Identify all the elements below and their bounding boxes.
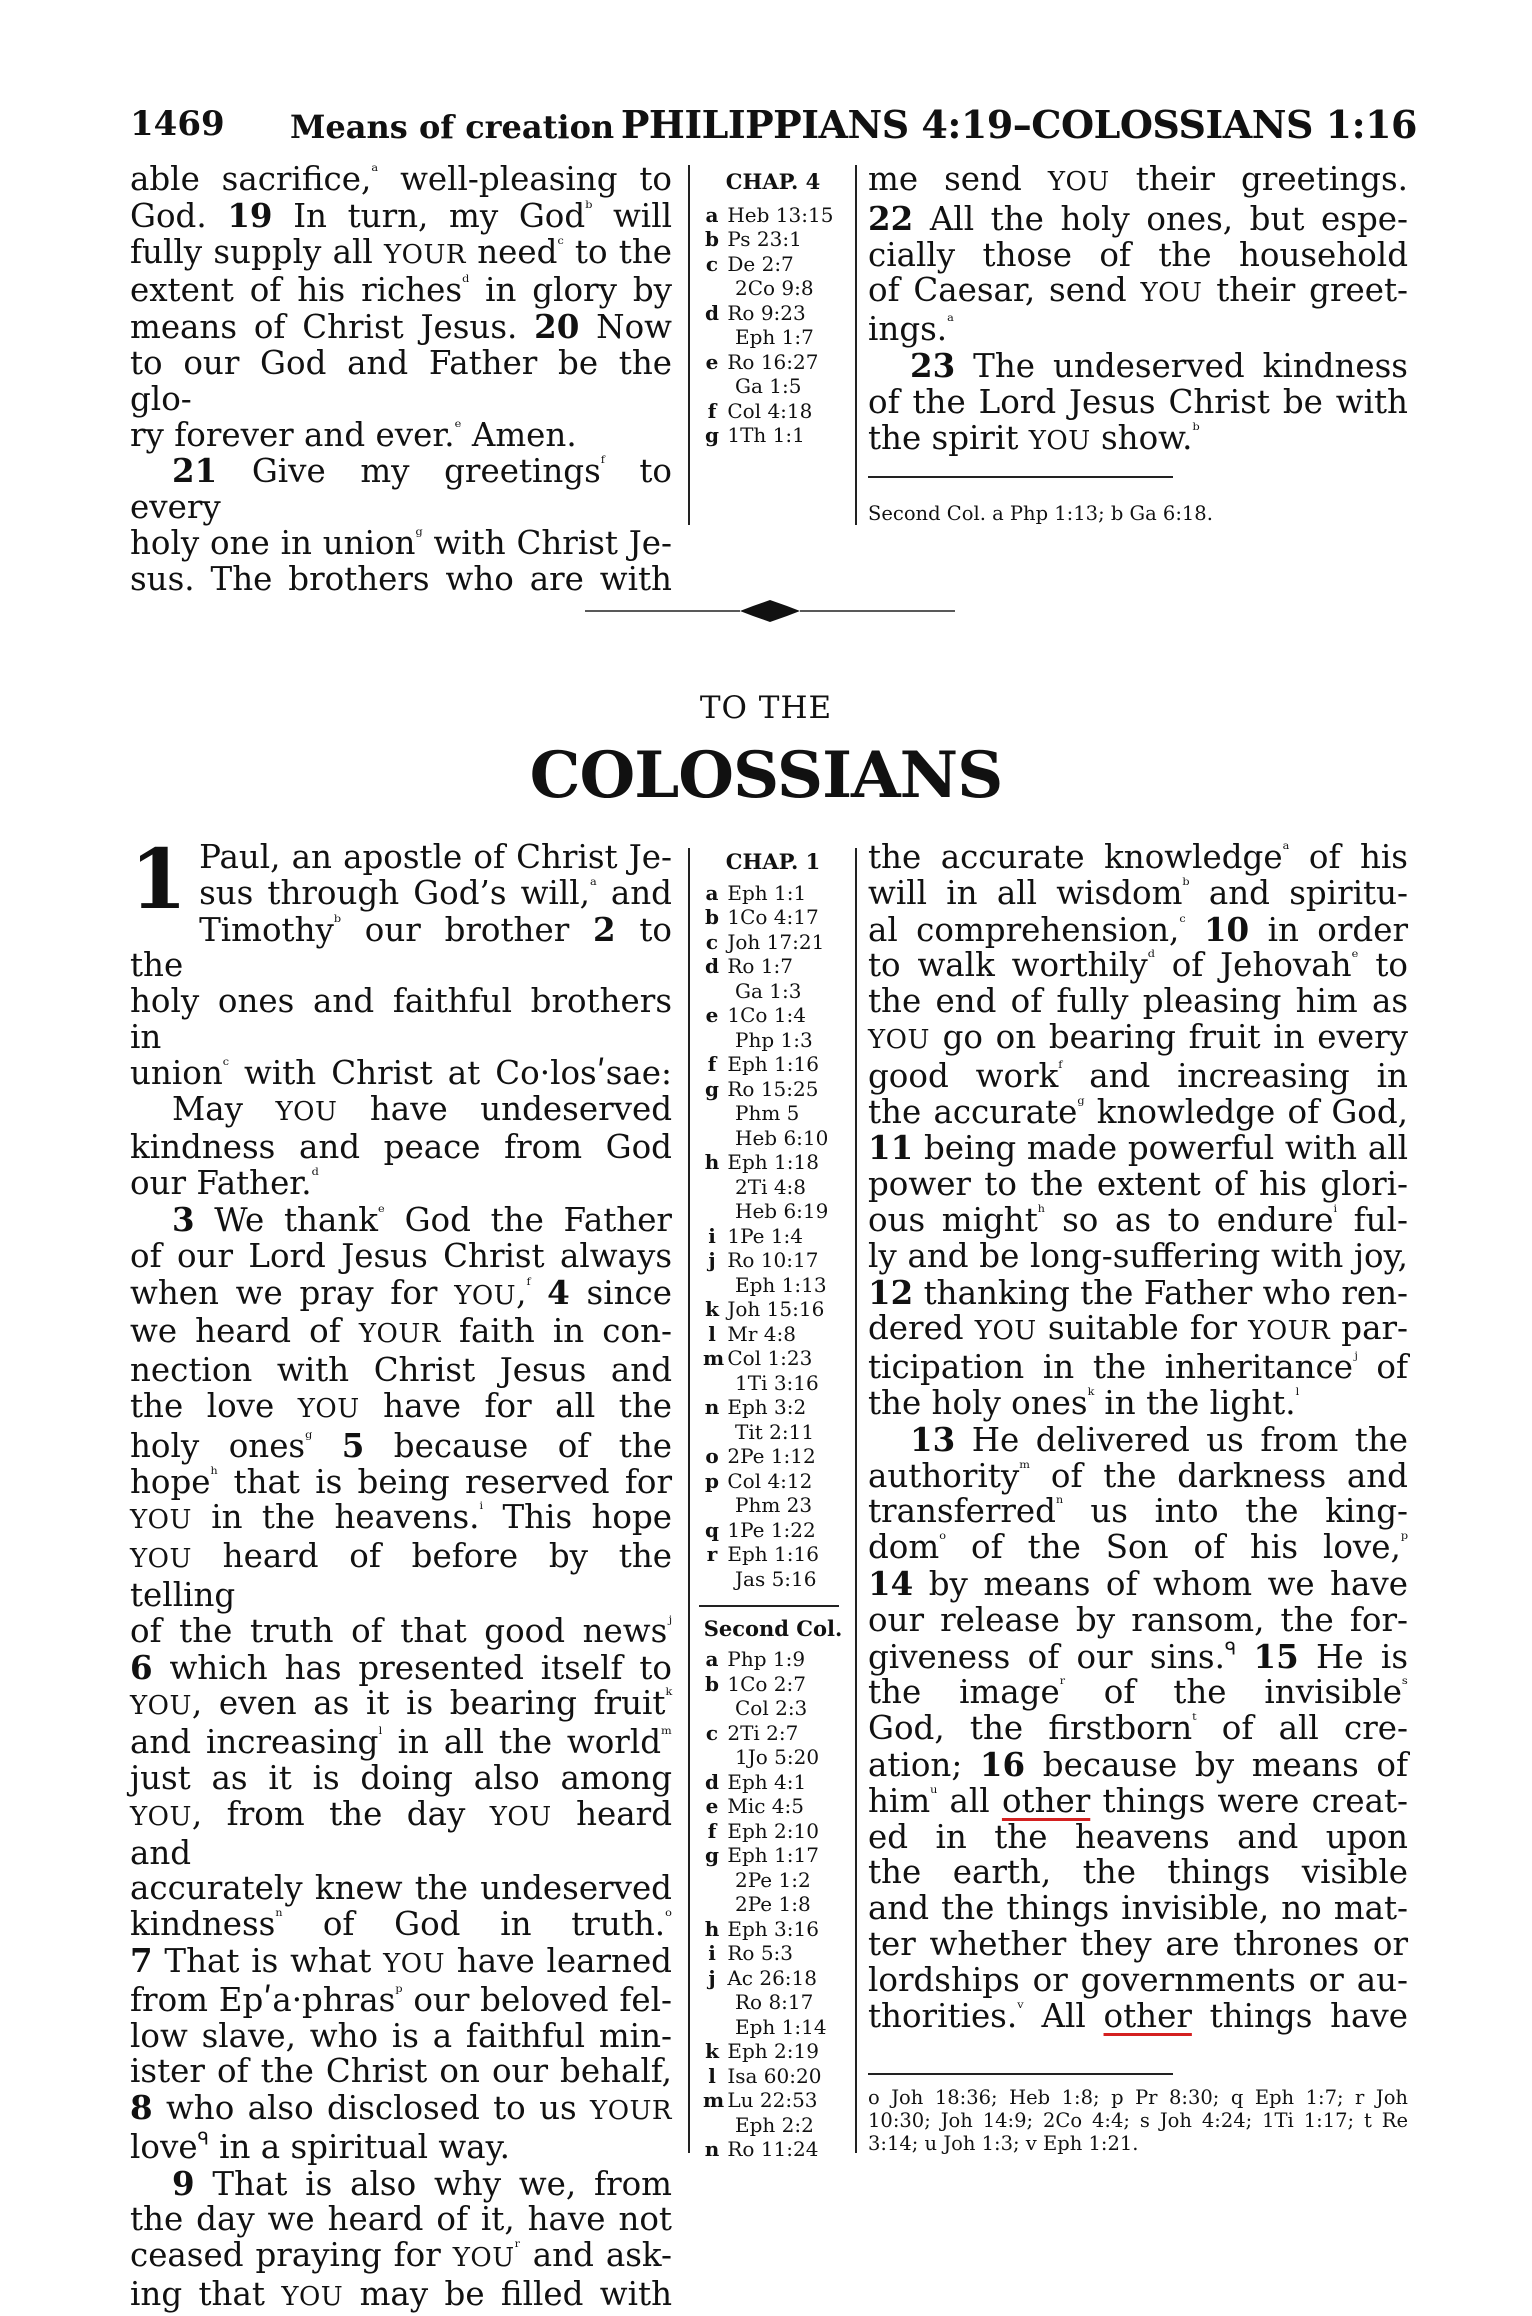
reference-letter: k <box>705 1297 719 1321</box>
text-line: union$^ᶜ$ with Christ at Co·losʹsae: <box>130 1053 672 1092</box>
reference-entry <box>703 1150 843 1175</box>
text-line: the day we heard of it, have not <box>130 2200 672 2239</box>
text-line: of the truth of that good news$^ʲ$ <box>130 1611 672 1650</box>
chapter-label: CHAP. 4 <box>725 169 821 194</box>
reference-entry <box>703 399 843 424</box>
reference-letter: d <box>705 300 719 325</box>
text-line: the accurate knowledge$^ᵃ$ of his <box>868 838 1408 876</box>
reference-text: Phm 5 <box>735 1101 800 1125</box>
reference-text: Ro 1:7 <box>727 954 794 978</box>
reference-entry <box>703 1941 843 1966</box>
reference-entry <box>703 252 843 277</box>
reference-text: Eph 4:1 <box>727 1769 807 1794</box>
reference-letter: m <box>703 2088 725 2112</box>
reference-text: Col 4:18 <box>727 398 813 423</box>
text-line: al comprehension,$^ᶜ$ 10 in order <box>868 909 1408 949</box>
second-col-label: Second Col. <box>703 1615 843 1641</box>
reference-entry <box>703 1395 843 1420</box>
reference-letter: f <box>707 398 717 423</box>
reference-letter: i <box>708 1223 716 1248</box>
footnote-rule <box>868 2073 1173 2075</box>
reference-letter: j <box>708 1248 716 1272</box>
reference-text: Ro 16:27 <box>727 349 819 374</box>
main-left-column <box>130 832 673 2316</box>
text-line: ation; 16 because by means of <box>868 1744 1408 1784</box>
text-line: ry forever and ever.$^ᵉ$ Amen. <box>130 415 577 454</box>
reference-rule <box>699 1605 839 1607</box>
reference-text: Ac 26:18 <box>727 1965 817 1990</box>
text-line: of our Lord Jesus Christ always <box>130 1236 672 1275</box>
text-line: the end of fully pleasing him as <box>868 982 1408 1021</box>
reference-entry <box>703 1273 843 1298</box>
reference-letter: n <box>704 2137 720 2161</box>
footnote-rule <box>868 476 1173 478</box>
reference-entry <box>703 1794 843 1819</box>
text-line: the holy ones$^ᵏ$ in the light.$^ˡ$ <box>868 1383 1300 1422</box>
reference-letter: m <box>703 1346 725 1370</box>
text-line: 13 He delivered us from the <box>910 1419 1408 1459</box>
text-line: power to the extent of his glori- <box>868 1165 1408 1204</box>
reference-entry <box>703 1770 843 1795</box>
text-line: YOU heard of before by the telling <box>130 1537 672 1614</box>
main-right-column <box>868 840 1408 2034</box>
text-line: our release by ransom, the for- <box>868 1600 1408 1639</box>
reference-entry <box>703 1966 843 1991</box>
reference-text: 2Pe 1:12 <box>727 1444 816 1468</box>
reference-entry <box>703 2088 843 2113</box>
reference-letter: n <box>704 1395 720 1419</box>
reference-letter: e <box>705 1794 719 1818</box>
reference-text: Eph 1:1 <box>727 880 807 905</box>
reference-text: Eph 2:10 <box>727 1818 819 1843</box>
text-line: good work$^ᶠ$ and increasing in <box>868 1056 1408 1095</box>
reference-entry <box>703 881 843 906</box>
reference-entry <box>703 301 843 326</box>
reference-entry <box>703 1696 843 1721</box>
text-line: thorities.$^ᵛ$ All other things have <box>868 1996 1408 2035</box>
text-line: fully supply all YOUR need$^ᶜ$ to the <box>130 232 672 271</box>
reference-entry <box>703 930 843 955</box>
book-title: COLOSSIANS <box>529 738 1003 813</box>
reference-entry <box>703 1567 843 1592</box>
text-line: dered YOU suitable for YOUR par- <box>868 1309 1408 1348</box>
text-line: transferred$^{^n}$ us into the king- <box>868 1492 1408 1531</box>
reference-entry <box>703 954 843 979</box>
reference-text: Ro 9:23 <box>727 300 806 325</box>
text-line: just as it is doing also among <box>130 1758 672 1797</box>
reference-text: 1Pe 1:4 <box>727 1223 804 1248</box>
text-line: ing that YOU may be filled with <box>130 2275 672 2314</box>
text-line: ter whether they are thrones or <box>868 1924 1408 1963</box>
reference-text: 1Th 1:1 <box>727 423 805 447</box>
text-line: God. 19 In turn, my God$^ᵇ$ will <box>130 195 672 235</box>
text-line: the earth, the things visible <box>868 1853 1408 1892</box>
chapter-label: CHAP. 1 <box>725 849 821 874</box>
reference-text: 1Co 4:17 <box>727 905 819 929</box>
reference-entry <box>703 1175 843 1200</box>
text-line: nection with Christ Jesus and <box>130 1351 672 1390</box>
reference-entry <box>703 1647 843 1672</box>
reference-text: Joh 17:21 <box>727 929 825 954</box>
text-line: 22 All the holy ones, but espe- <box>868 198 1408 238</box>
reference-entry <box>703 1493 843 1518</box>
text-line: kindness and peace from God <box>130 1128 672 1167</box>
reference-letter: p <box>705 1468 719 1493</box>
reference-letter: c <box>705 929 719 954</box>
reference-entry <box>703 1518 843 1543</box>
reference-text: Mr 4:8 <box>727 1321 796 1346</box>
reference-entry <box>703 1346 843 1371</box>
reference-letter: l <box>708 1321 716 1346</box>
text-line: when we pray for YOU,$^ᶠ$ 4 since <box>130 1272 672 1312</box>
reference-entry <box>703 1224 843 1249</box>
reference-entry <box>703 1052 843 1077</box>
text-line: ister of the Christ on our behalf, <box>130 2052 672 2091</box>
reference-entry <box>703 1444 843 1469</box>
text-line: holy one in union$^ᵍ$ with Christ Je- <box>130 523 672 562</box>
reference-entry <box>703 1819 843 1844</box>
reference-text: 2Ti 4:8 <box>735 1174 807 1199</box>
reference-entry <box>703 325 843 350</box>
top-right-column <box>868 162 1408 459</box>
reference-entry <box>703 1542 843 1567</box>
reference-letter: d <box>705 1769 719 1794</box>
reference-entry <box>703 905 843 930</box>
reference-text: Ro 11:24 <box>727 2137 819 2161</box>
reference-entry <box>703 1843 843 1868</box>
reference-text: Tit 2:11 <box>735 1419 815 1444</box>
reference-entry <box>703 1420 843 1445</box>
reference-letter: l <box>708 2063 716 2088</box>
reference-text: Eph 1:16 <box>727 1052 819 1076</box>
reference-text: Jas 5:16 <box>735 1566 817 1591</box>
text-line: of Caesar, send YOU their greet- <box>868 271 1408 310</box>
reference-entry <box>703 1101 843 1126</box>
reference-entry <box>703 1199 843 1224</box>
text-line: lordships or governments or au- <box>868 1960 1408 1999</box>
reference-text: Ro 5:3 <box>727 1941 794 1965</box>
text-line: 7 That is what YOU have learned <box>130 1940 672 1980</box>
text-line: God, the firstborn$^ᵗ$ of all cre- <box>868 1709 1408 1748</box>
reference-text: Eph 1:7 <box>735 325 814 349</box>
reference-letter: h <box>704 1150 720 1174</box>
reference-text: Eph 3:16 <box>727 1916 819 1941</box>
reference-entry <box>703 1745 843 1770</box>
text-line: 12 thanking the Father who ren- <box>868 1272 1408 1312</box>
reference-entry <box>703 1003 843 1028</box>
top-left-column <box>130 162 672 598</box>
text-line: ings.$^ᵃ$ <box>868 310 955 349</box>
reference-text: Eph 1:14 <box>735 2014 827 2039</box>
text-line: to walk worthily$^ᵈ$ of Jehovah$^ᵉ$ to <box>868 946 1408 985</box>
reference-entry <box>703 276 843 301</box>
page-subtitle: Means of creation <box>290 108 615 146</box>
reference-entry <box>703 979 843 1004</box>
reference-letter: o <box>705 1444 719 1468</box>
text-line: 8 who also disclosed to us YOUR <box>130 2088 672 2128</box>
text-line: and increasing$^ˡ$ in all the world$^ᵐ$ <box>130 1723 672 1762</box>
text-line: sus through God’s will,$^ᵃ$ and <box>199 873 672 912</box>
reference-text: 1Co 1:4 <box>727 1003 806 1027</box>
text-line: YOU go on bearing fruit in every <box>868 1017 1408 1056</box>
reference-letter: e <box>705 349 719 374</box>
reference-text: Eph 1:17 <box>727 1843 819 1867</box>
text-line: love$^ᑫ$ in a spiritual way. <box>130 2127 510 2166</box>
text-line: ed in the heavens and upon <box>868 1817 1408 1856</box>
text-line: low slave, who is a faithful min- <box>130 2016 672 2055</box>
text-line: 11 being made powerful with all <box>868 1128 1408 1168</box>
text-line: 9 That is also why we, from <box>172 2163 672 2203</box>
reference-letter: k <box>705 2039 719 2063</box>
reference-letter: q <box>705 1517 719 1542</box>
text-line: of the Lord Jesus Christ be with <box>868 382 1408 421</box>
text-line: 6 which has presented itself to <box>130 1647 672 1687</box>
text-line: him$^ᵘ$ all other things were creat- <box>868 1781 1408 1820</box>
column-divider <box>688 848 690 2153</box>
reference-letter: j <box>708 1965 716 1990</box>
text-line: our Father.$^ᵈ$ <box>130 1164 319 1203</box>
reference-text: Phm 23 <box>735 1493 813 1517</box>
reference-text: Eph 3:2 <box>727 1395 807 1419</box>
reference-entry <box>703 1990 843 2015</box>
text-line: hope$^ʰ$ that is being reserved for <box>130 1462 672 1501</box>
reference-entry <box>703 1126 843 1151</box>
reference-text: Eph 2:19 <box>727 2039 819 2063</box>
reference-letter: a <box>705 880 719 905</box>
reference-entry <box>703 1892 843 1917</box>
text-line: ly and be long-suffering with joy, <box>868 1236 1408 1275</box>
reference-letter: f <box>707 1818 717 1843</box>
text-line: ceased praying for $YOU^ʳ$ and ask- <box>130 2236 672 2275</box>
main-references <box>703 850 843 2162</box>
reference-letter: h <box>704 1916 720 1941</box>
reference-entry <box>703 350 843 375</box>
text-line: Paul, an apostle of Christ Je- <box>199 838 672 876</box>
reference-text: Isa 60:20 <box>727 2063 822 2088</box>
text-line: authority$^ᵐ$ of the darkness and <box>868 1456 1408 1495</box>
text-line: ticipation in the inheritance$^ʲ$ of <box>868 1348 1408 1387</box>
reference-text: De 2:7 <box>727 251 794 276</box>
reference-entry <box>703 423 843 448</box>
reference-letter: i <box>708 1941 716 1965</box>
text-line: means of Christ Jesus. 20 Now <box>130 307 673 347</box>
reference-text: 1Co 2:7 <box>727 1671 806 1696</box>
column-divider <box>855 165 857 525</box>
page-reference: PHILIPPIANS 4:19–COLOSSIANS 1:16 <box>620 102 1417 147</box>
reference-entry <box>703 2137 843 2162</box>
reference-text: Col 2:3 <box>735 1696 808 1720</box>
reference-text: Heb 13:15 <box>727 202 834 227</box>
text-line: the spirit YOU show.$^ᵇ$ <box>868 418 1200 457</box>
page-number: 1469 <box>130 104 225 144</box>
text-line: YOU, even as it is bearing fruit$^ᵏ$ <box>130 1684 672 1723</box>
text-line: we heard of YOUR faith in con- <box>130 1312 672 1351</box>
reference-text: Eph 1:16 <box>727 1542 819 1566</box>
text-line: accurately knew the undeserved <box>130 1869 672 1908</box>
text-line: May YOU have undeserved <box>172 1089 672 1128</box>
text-line: 14 by means of whom we have <box>868 1563 1408 1603</box>
reference-text: Col 4:12 <box>727 1468 813 1493</box>
text-line: the accurate$^ᵍ$ knowledge of God, <box>868 1092 1408 1131</box>
reference-entry <box>703 2039 843 2064</box>
reference-text: 1Pe 1:22 <box>727 1517 816 1542</box>
text-line: 21 Give my greetings$^ᶠ$ to every <box>130 451 672 527</box>
reference-letter: r <box>706 1542 718 1566</box>
reference-letter: a <box>705 202 719 227</box>
reference-entry <box>703 2113 843 2138</box>
text-line: me send YOU their greetings. <box>868 160 1408 198</box>
reference-entry <box>703 1868 843 1893</box>
text-line: extent of his riches$^ᵈ$ in glory by <box>130 271 672 310</box>
text-line: dom$^ᵒ$ of the Son of his love,$^ᵖ$ <box>868 1528 1408 1567</box>
reference-entry <box>703 1469 843 1494</box>
reference-text: Php 1:3 <box>735 1027 813 1052</box>
reference-entry <box>703 1721 843 1746</box>
text-line: giveness of our sins.$^ᑫ$ 15 He is <box>868 1636 1409 1676</box>
reference-entry <box>703 2015 843 2040</box>
reference-letter: c <box>705 1720 719 1745</box>
text-line: 23 The undeserved kindness <box>910 345 1408 385</box>
text-line: ous might$^ʰ$ so as to endure$^{^i}$ ful- <box>868 1200 1409 1239</box>
reference-entry <box>703 1322 843 1347</box>
reference-text: Eph 2:2 <box>735 2112 814 2137</box>
reference-letter: c <box>705 251 719 276</box>
reference-entry <box>703 2064 843 2089</box>
reference-letter: b <box>705 905 719 929</box>
reference-entry <box>703 227 843 252</box>
reference-letter: f <box>707 1052 717 1076</box>
text-line: Timothy$^ᵇ$ our brother 2 to the <box>130 909 672 985</box>
reference-text: Ga 1:5 <box>735 374 802 398</box>
reference-text: 2Co 9:8 <box>735 276 814 300</box>
text-line: YOU in the heavens.$^{^i}$ This hope <box>130 1498 672 1537</box>
ornament-divider <box>585 597 955 625</box>
reference-entry <box>703 1077 843 1102</box>
column-divider <box>855 848 857 2153</box>
reference-letter: b <box>705 1671 719 1696</box>
reference-text: 2Pe 1:2 <box>735 1867 811 1892</box>
reference-letter: d <box>705 954 719 978</box>
reference-entry <box>703 1028 843 1053</box>
reference-text: 2Pe 1:8 <box>735 1892 811 1916</box>
text-line: from Epʹa·phras$^ᵖ$ our beloved fel- <box>130 1980 673 2019</box>
reference-entry <box>703 203 843 228</box>
reference-text: Ga 1:3 <box>735 978 802 1003</box>
reference-text: Heb 6:10 <box>735 1125 829 1150</box>
reference-text: Lu 22:53 <box>727 2088 818 2112</box>
reference-text: Eph 1:18 <box>727 1150 819 1174</box>
text-line: the image$^ʳ$ of the invisible$^ˢ$ <box>868 1673 1408 1712</box>
reference-entry <box>703 1917 843 1942</box>
top-references <box>703 170 843 448</box>
reference-text: 1Ti 3:16 <box>735 1370 819 1395</box>
reference-text: 1Jo 5:20 <box>735 1745 820 1769</box>
reference-letter: g <box>705 1076 719 1101</box>
reference-entry <box>703 1297 843 1322</box>
text-line: to our God and Father be the glo- <box>130 343 672 418</box>
text-line: sus. The brothers who are with <box>130 559 672 598</box>
reference-letter: e <box>705 1003 719 1027</box>
reference-text: Eph 1:13 <box>735 1272 827 1297</box>
reference-text: Php 1:9 <box>727 1647 806 1671</box>
reference-text: Ro 8:17 <box>735 1990 814 2014</box>
reference-text: Joh 15:16 <box>727 1297 825 1321</box>
reference-entry <box>703 374 843 399</box>
reference-text: 2Ti 2:7 <box>727 1720 799 1745</box>
reference-letter: b <box>705 227 719 251</box>
reference-letter: a <box>705 1647 719 1671</box>
text-line: holy ones and faithful brothers in <box>130 982 672 1056</box>
text-line: and the things invisible, no mat- <box>868 1889 1408 1928</box>
top-footnote: Second Col. a Php 1:13; b Ga 6:18. <box>868 502 1213 525</box>
text-line: YOU, from the day YOU heard and <box>130 1794 673 1872</box>
reference-entry <box>703 1672 843 1697</box>
text-line: will in all wisdom$^ᵇ$ and spiritu- <box>868 873 1408 912</box>
reference-entry <box>703 1371 843 1396</box>
chapter-number: 1 <box>130 832 188 928</box>
text-line: holy ones$^ᵍ$ 5 because of the <box>130 1425 672 1465</box>
text-line: able sacrifice,$^ᵃ$ well-pleasing to <box>130 160 672 198</box>
book-title-prefix: TO THE <box>699 690 833 726</box>
main-footnote: o Joh 18:36; Heb 1:8; p Pr 8:30; q Eph 1:7; r Joh 10:30; Joh 14:9; 2Co 4:4; s Joh 4:24; 1Ti 1:17; t Re 3:14; u Joh 1:3; v Eph 1:21. <box>868 2086 1408 2155</box>
reference-text: Ro 10:17 <box>727 1248 819 1272</box>
text-line: cially those of the household <box>868 235 1408 274</box>
reference-entry <box>703 1248 843 1273</box>
reference-text: Ro 15:25 <box>727 1076 819 1101</box>
reference-text: Mic 4:5 <box>727 1794 804 1818</box>
reference-text: Ps 23:1 <box>727 227 802 251</box>
text-line: kindness$^{^n}$ of God in truth.$^ᵒ$ <box>130 1905 672 1944</box>
column-divider <box>688 165 690 525</box>
reference-text: Heb 6:19 <box>735 1199 829 1223</box>
reference-text: Col 1:23 <box>727 1346 813 1370</box>
reference-letter: g <box>705 423 719 447</box>
text-line: the love YOU have for all the <box>130 1386 672 1425</box>
text-line: 3 We thank$^ᵉ$ God the Father <box>172 1199 672 1239</box>
reference-letter: g <box>705 1843 719 1867</box>
